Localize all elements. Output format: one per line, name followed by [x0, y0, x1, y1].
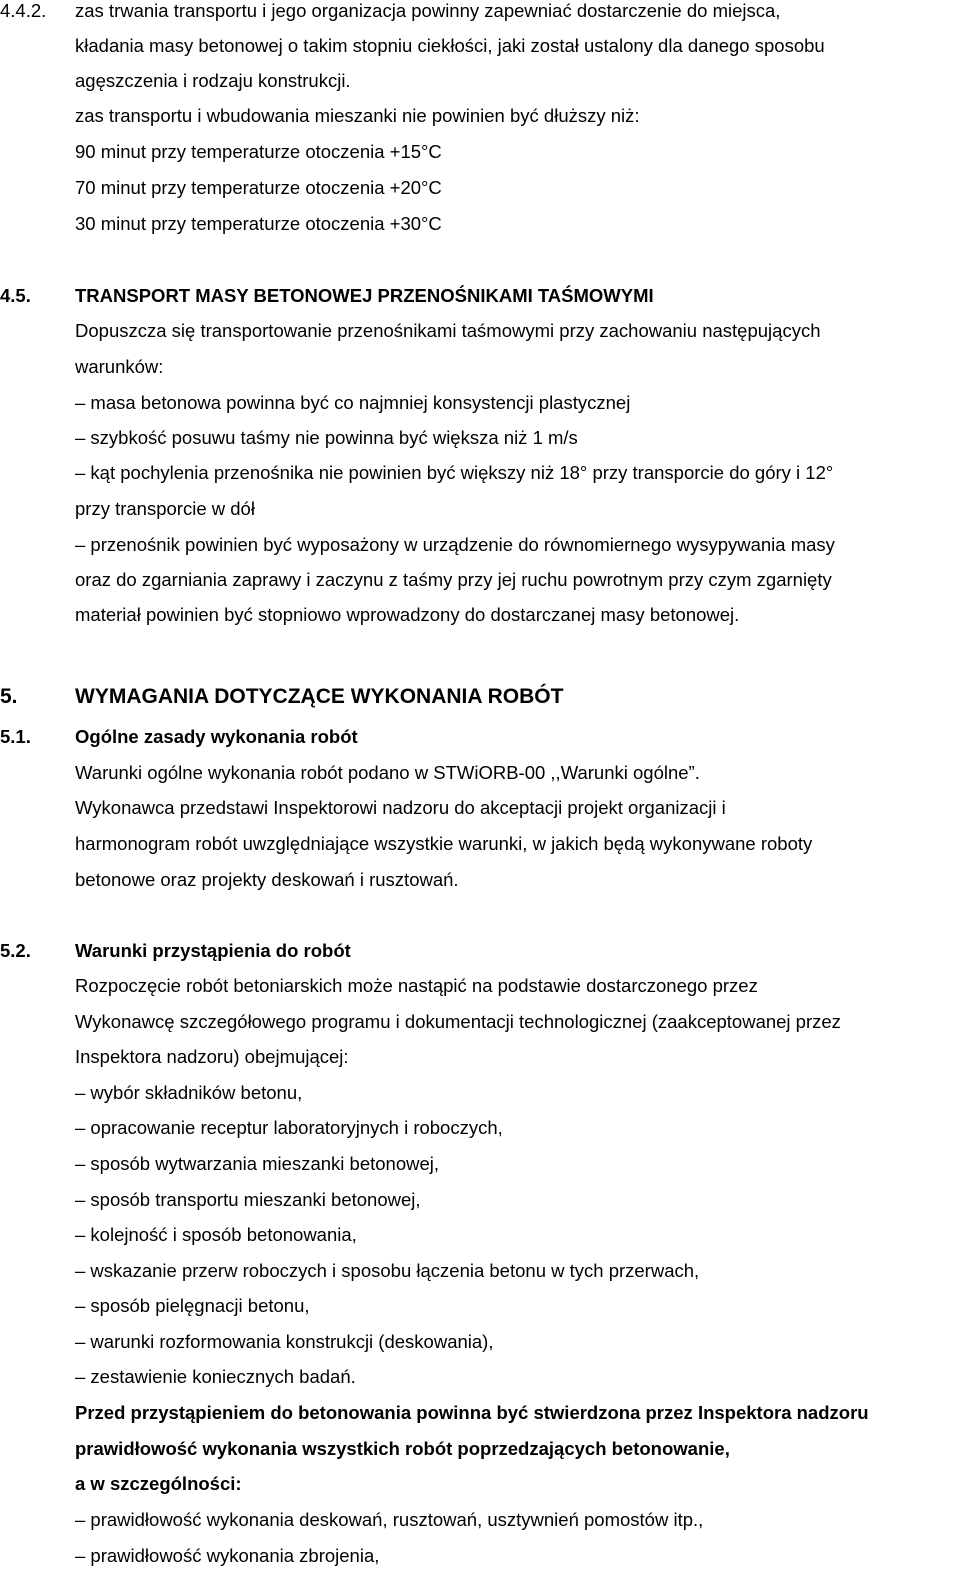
paragraph-line: kładania masy betonowej o takim stopniu ciekłości, jaki został ustalony dla danego sposobu	[75, 35, 825, 56]
paragraph-line: Rozpoczęcie robót betoniarskich może nastąpić na podstawie dostarczonego przez	[75, 975, 758, 996]
paragraph-line: warunków:	[75, 356, 164, 377]
paragraph-line: betonowe oraz projekty deskowań i rusztowań.	[75, 869, 459, 890]
paragraph-line: harmonogram robót uwzględniające wszystkie warunki, w jakich będą wykonywane roboty	[75, 833, 813, 854]
list-item: – kolejność i sposób betonowania,	[75, 1224, 357, 1245]
section-title-5-2: Warunki przystąpienia do robót	[75, 940, 351, 961]
section-number-4-5: 4.5.	[0, 285, 31, 306]
list-item: – warunki rozformowania konstrukcji (deskowania),	[75, 1331, 494, 1352]
chapter-number-5: 5.	[0, 685, 18, 708]
bold-paragraph-line: Przed przystąpieniem do betonowania powinna być stwierdzona przez Inspektora nadzoru	[75, 1402, 869, 1423]
list-item: – sposób wytwarzania mieszanki betonowej,	[75, 1153, 440, 1174]
paragraph-line: zas trwania transportu i jego organizacja powinny zapewniać dostarczenie do miejsca,	[75, 0, 781, 21]
time-limit-item: 30 minut przy temperaturze otoczenia +30°C	[75, 213, 442, 234]
list-item: – prawidłowość wykonania zbrojenia,	[75, 1545, 380, 1566]
paragraph-line: Wykonawcę szczegółowego programu i dokumentacji technologicznej (zaakceptowanej przez	[75, 1011, 841, 1032]
section-title-5-1: Ogólne zasady wykonania robót	[75, 726, 358, 747]
paragraph-line: Warunki ogólne wykonania robót podano w STWiORB-00 ,,Warunki ogólne”.	[75, 762, 700, 783]
paragraph-line: Inspektora nadzoru) obejmującej:	[75, 1046, 349, 1067]
list-item: – kąt pochylenia przenośnika nie powinien być większy niż 18° przy transporcie do góry i 12°	[75, 462, 834, 483]
time-limit-item: 70 minut przy temperaturze otoczenia +20°C	[75, 177, 442, 198]
list-item: – przenośnik powinien być wyposażony w urządzenie do równomiernego wysypywania masy	[75, 534, 835, 555]
list-item: – wybór składników betonu,	[75, 1082, 303, 1103]
list-item: – opracowanie receptur laboratoryjnych i roboczych,	[75, 1117, 503, 1138]
paragraph-line: Wykonawca przedstawi Inspektorowi nadzoru do akceptacji projekt organizacji i	[75, 797, 726, 818]
section-number-4-4-2: 4.4.2.	[0, 0, 47, 21]
list-item: – sposób pielęgnacji betonu,	[75, 1295, 310, 1316]
section-number-5-1: 5.1.	[0, 726, 31, 747]
section-number-5-2: 5.2.	[0, 940, 31, 961]
list-item-continuation: materiał powinien być stopniowo wprowadzony do dostarczanej masy betonowej.	[75, 604, 740, 625]
list-item-continuation: oraz do zgarniania zaprawy i zaczynu z taśmy przy jej ruchu powrotnym przy czym zgarnięty	[75, 569, 832, 590]
list-item: – zestawienie koniecznych badań.	[75, 1366, 356, 1387]
list-item: – wskazanie przerw roboczych i sposobu łączenia betonu w tych przerwach,	[75, 1260, 700, 1281]
paragraph-line: zas transportu i wbudowania mieszanki nie powinien być dłuższy niż:	[75, 105, 640, 126]
list-item: – sposób transportu mieszanki betonowej,	[75, 1189, 421, 1210]
chapter-title-5: WYMAGANIA DOTYCZĄCE WYKONANIA ROBÓT	[75, 685, 564, 708]
time-limit-item: 90 minut przy temperaturze otoczenia +15°C	[75, 141, 442, 162]
list-item: – prawidłowość wykonania deskowań, rusztowań, usztywnień pomostów itp.,	[75, 1509, 704, 1530]
bold-paragraph-line: a w szczególności:	[75, 1473, 242, 1494]
list-item: – masa betonowa powinna być co najmniej konsystencji plastycznej	[75, 392, 631, 413]
list-item: – szybkość posuwu taśmy nie powinna być większa niż 1 m/s	[75, 427, 578, 448]
paragraph-line: agęszczenia i rodzaju konstrukcji.	[75, 70, 351, 91]
list-item-continuation: przy transporcie w dół	[75, 498, 255, 519]
paragraph-line: Dopuszcza się transportowanie przenośnikami taśmowymi przy zachowaniu następujących	[75, 320, 821, 341]
section-title-4-5: TRANSPORT MASY BETONOWEJ PRZENOŚNIKAMI TAŚMOWYMI	[75, 285, 654, 306]
bold-paragraph-line: prawidłowość wykonania wszystkich robót poprzedzających betonowanie,	[75, 1438, 730, 1459]
